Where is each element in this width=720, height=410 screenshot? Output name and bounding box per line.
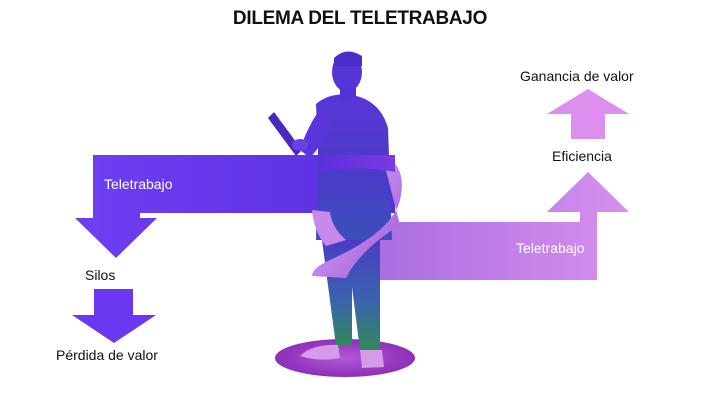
diagram-title: DILEMA DEL TELETRABAJO xyxy=(232,8,488,29)
right-top-arrow xyxy=(547,89,629,139)
left-stage-perdida: Pérdida de valor xyxy=(56,347,158,363)
right-arrow-label: Teletrabajo xyxy=(516,240,585,256)
right-stage-eficiencia: Eficiencia xyxy=(552,148,612,164)
left-arrow-label: Teletrabajo xyxy=(104,176,173,192)
right-stage-ganancia: Ganancia de valor xyxy=(520,68,634,84)
left-stage-silos: Silos xyxy=(85,267,116,283)
left-bottom-arrow xyxy=(72,289,156,343)
